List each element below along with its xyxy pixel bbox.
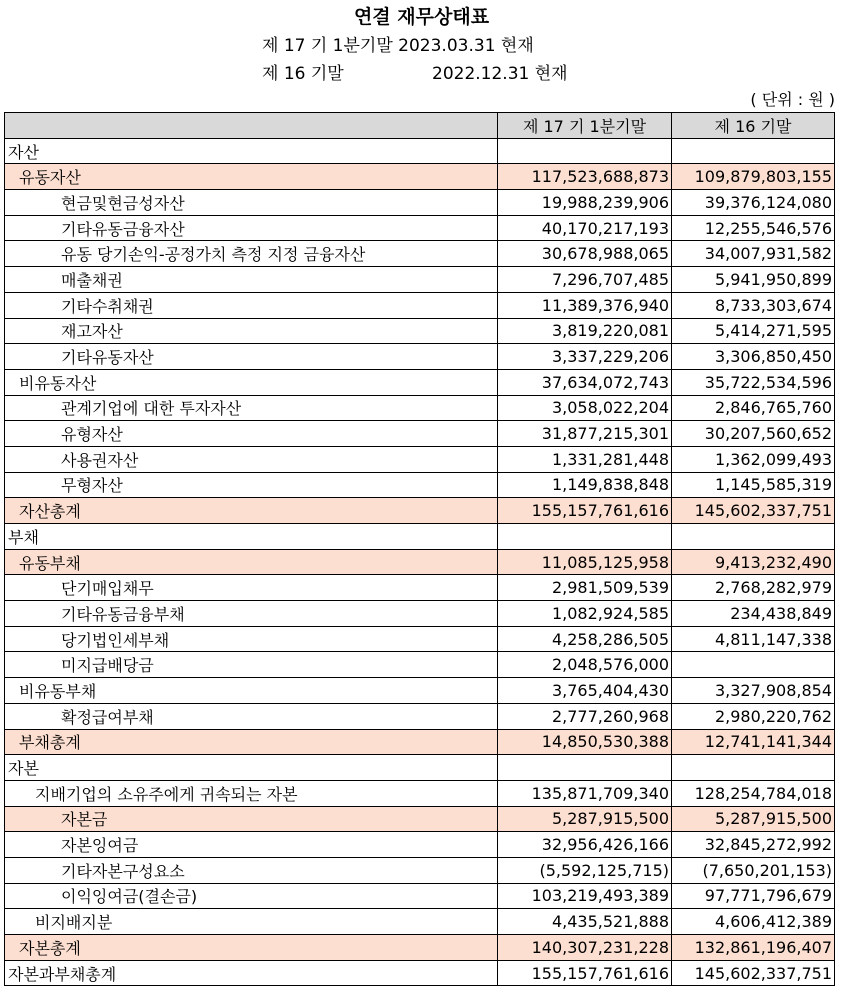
table-row (5, 755, 835, 781)
table-row (5, 524, 835, 550)
prior-period-value: 2,846,765,760 (672, 395, 835, 421)
table-row (5, 806, 835, 832)
prior-period-value (672, 524, 835, 550)
current-period-value: 14,850,530,388 (498, 729, 672, 755)
prior-period-value: 1,145,585,319 (672, 472, 835, 498)
table-row (5, 395, 835, 421)
row-label: 유동 당기손익-공정가치 측정 지정 금융자산 (5, 241, 498, 267)
table-row (5, 344, 835, 370)
row-label: 사용권자산 (5, 446, 498, 472)
table-row (5, 935, 835, 961)
table-row (5, 575, 835, 601)
current-period-value: 3,765,404,430 (498, 678, 672, 704)
table-row (5, 960, 835, 986)
row-label: 비유동자산 (5, 369, 498, 395)
prior-period-value: 145,602,337,751 (672, 498, 835, 524)
table-row (5, 780, 835, 806)
row-label: 자산총계 (5, 498, 498, 524)
prior-period-value: 30,207,560,652 (672, 421, 835, 447)
row-label: 자본금 (5, 806, 498, 832)
row-label: 확정급여부채 (5, 703, 498, 729)
statement-title: 연결 재무상태표 (353, 6, 490, 28)
prior-period-value: (7,650,201,153) (672, 857, 835, 883)
row-label: 기타유동자산 (5, 344, 498, 370)
prior-period-value: 2,768,282,979 (672, 575, 835, 601)
table-row (5, 369, 835, 395)
row-label: 당기법인세부채 (5, 626, 498, 652)
header-prior-period: 제 16 기말 (672, 113, 835, 139)
prior-period-value: 5,414,271,595 (672, 318, 835, 344)
prior-period-value: 132,861,196,407 (672, 935, 835, 961)
row-label: 비유동부채 (5, 678, 498, 704)
prior-period-value: 9,413,232,490 (672, 549, 835, 575)
table-row (5, 446, 835, 472)
table-row (5, 678, 835, 704)
prior-period-value: 12,741,141,344 (672, 729, 835, 755)
row-label: 재고자산 (5, 318, 498, 344)
prior-period-value: 109,879,803,155 (672, 164, 835, 190)
row-label: 기타자본구성요소 (5, 857, 498, 883)
row-label: 부채총계 (5, 729, 498, 755)
header-item (5, 113, 498, 139)
prior-period-value: 5,941,950,899 (672, 267, 835, 293)
current-period-value (498, 755, 672, 781)
table-body (5, 138, 835, 986)
current-period-value: 19,988,239,906 (498, 190, 672, 216)
current-period-value: 1,149,838,848 (498, 472, 672, 498)
row-label: 기타유동금융자산 (5, 215, 498, 241)
current-period-value: 1,082,924,585 (498, 601, 672, 627)
period-prior-date: 2022.12.31 현재 (432, 64, 568, 84)
row-label: 유동부채 (5, 549, 498, 575)
table-row (5, 318, 835, 344)
prior-period-value: 3,327,908,854 (672, 678, 835, 704)
prior-period-value: 4,606,412,389 (672, 909, 835, 935)
prior-period-value: 12,255,546,576 (672, 215, 835, 241)
row-label: 관계기업에 대한 투자자산 (5, 395, 498, 421)
row-label: 지배기업의 소유주에게 귀속되는 자본 (5, 780, 498, 806)
row-label: 단기매입채무 (5, 575, 498, 601)
row-label: 이익잉여금(결손금) (5, 883, 498, 909)
header-current-period: 제 17 기 1분기말 (498, 113, 672, 139)
prior-period-value (672, 755, 835, 781)
prior-period-value: 234,438,849 (672, 601, 835, 627)
current-period-value: 5,287,915,500 (498, 806, 672, 832)
row-label: 기타수취채권 (5, 292, 498, 318)
period-prior-label: 제 16 기말 (262, 64, 344, 84)
prior-period-value: 2,980,220,762 (672, 703, 835, 729)
current-period-value: 155,157,761,616 (498, 498, 672, 524)
prior-period-value: 3,306,850,450 (672, 344, 835, 370)
current-period-value: 30,678,988,065 (498, 241, 672, 267)
prior-period-value: 35,722,534,596 (672, 369, 835, 395)
prior-period-value: 128,254,784,018 (672, 780, 835, 806)
table-row (5, 729, 835, 755)
row-label: 부채 (5, 524, 498, 550)
current-period-value: 40,170,217,193 (498, 215, 672, 241)
current-period-value: 3,058,022,204 (498, 395, 672, 421)
table-row (5, 164, 835, 190)
table-row (5, 138, 835, 164)
prior-period-value: 1,362,099,493 (672, 446, 835, 472)
table-row (5, 857, 835, 883)
prior-period-value: 39,376,124,080 (672, 190, 835, 216)
prior-period-value: 97,771,796,679 (672, 883, 835, 909)
row-label: 현금및현금성자산 (5, 190, 498, 216)
table-row (5, 626, 835, 652)
table-row (5, 549, 835, 575)
current-period-value: 4,258,286,505 (498, 626, 672, 652)
current-period-value: 7,296,707,485 (498, 267, 672, 293)
current-period-value: 103,219,493,389 (498, 883, 672, 909)
current-period-value: 2,981,509,539 (498, 575, 672, 601)
table-row (5, 498, 835, 524)
row-label: 비지배지분 (5, 909, 498, 935)
period-prior (262, 59, 568, 84)
prior-period-value (672, 138, 835, 164)
table-row (5, 832, 835, 858)
prior-period-value: 5,287,915,500 (672, 806, 835, 832)
current-period-value: 2,048,576,000 (498, 652, 672, 678)
prior-period-value: 34,007,931,582 (672, 241, 835, 267)
table-row (5, 421, 835, 447)
row-label: 자본잉여금 (5, 832, 498, 858)
table-row (5, 241, 835, 267)
current-period-value: 2,777,260,968 (498, 703, 672, 729)
current-period-value: 155,157,761,616 (498, 960, 672, 986)
table-row (5, 292, 835, 318)
row-label: 자본 (5, 755, 498, 781)
table-row (5, 190, 835, 216)
period-current: 제 17 기 1분기말 2023.03.31 현재 (262, 36, 534, 56)
unit-label: ( 단위 : 원 ) (750, 90, 835, 109)
current-period-value: 140,307,231,228 (498, 935, 672, 961)
prior-period-value: 8,733,303,674 (672, 292, 835, 318)
table-row (5, 472, 835, 498)
current-period-value: (5,592,125,715) (498, 857, 672, 883)
table-row (5, 909, 835, 935)
current-period-value: 3,819,220,081 (498, 318, 672, 344)
table-row (5, 601, 835, 627)
prior-period-value: 4,811,147,338 (672, 626, 835, 652)
current-period-value: 4,435,521,888 (498, 909, 672, 935)
balance-sheet-table (4, 112, 835, 986)
current-period-value: 32,956,426,166 (498, 832, 672, 858)
current-period-value: 3,337,229,206 (498, 344, 672, 370)
table-header-row (5, 113, 835, 139)
table-row (5, 703, 835, 729)
table-row (5, 652, 835, 678)
table-row (5, 267, 835, 293)
current-period-value: 31,877,215,301 (498, 421, 672, 447)
current-period-value: 1,331,281,448 (498, 446, 672, 472)
row-label: 자산 (5, 138, 498, 164)
row-label: 기타유동금융부채 (5, 601, 498, 627)
current-period-value: 37,634,072,743 (498, 369, 672, 395)
table-row (5, 883, 835, 909)
current-period-value (498, 138, 672, 164)
row-label: 매출채권 (5, 267, 498, 293)
row-label: 무형자산 (5, 472, 498, 498)
row-label: 자본총계 (5, 935, 498, 961)
prior-period-value: 32,845,272,992 (672, 832, 835, 858)
prior-period-value: 145,602,337,751 (672, 960, 835, 986)
row-label: 유형자산 (5, 421, 498, 447)
prior-period-value (672, 652, 835, 678)
current-period-value: 11,085,125,958 (498, 549, 672, 575)
current-period-value (498, 524, 672, 550)
row-label: 유동자산 (5, 164, 498, 190)
row-label: 미지급배당금 (5, 652, 498, 678)
current-period-value: 135,871,709,340 (498, 780, 672, 806)
current-period-value: 117,523,688,873 (498, 164, 672, 190)
current-period-value: 11,389,376,940 (498, 292, 672, 318)
table-row (5, 215, 835, 241)
row-label: 자본과부채총계 (5, 960, 498, 986)
